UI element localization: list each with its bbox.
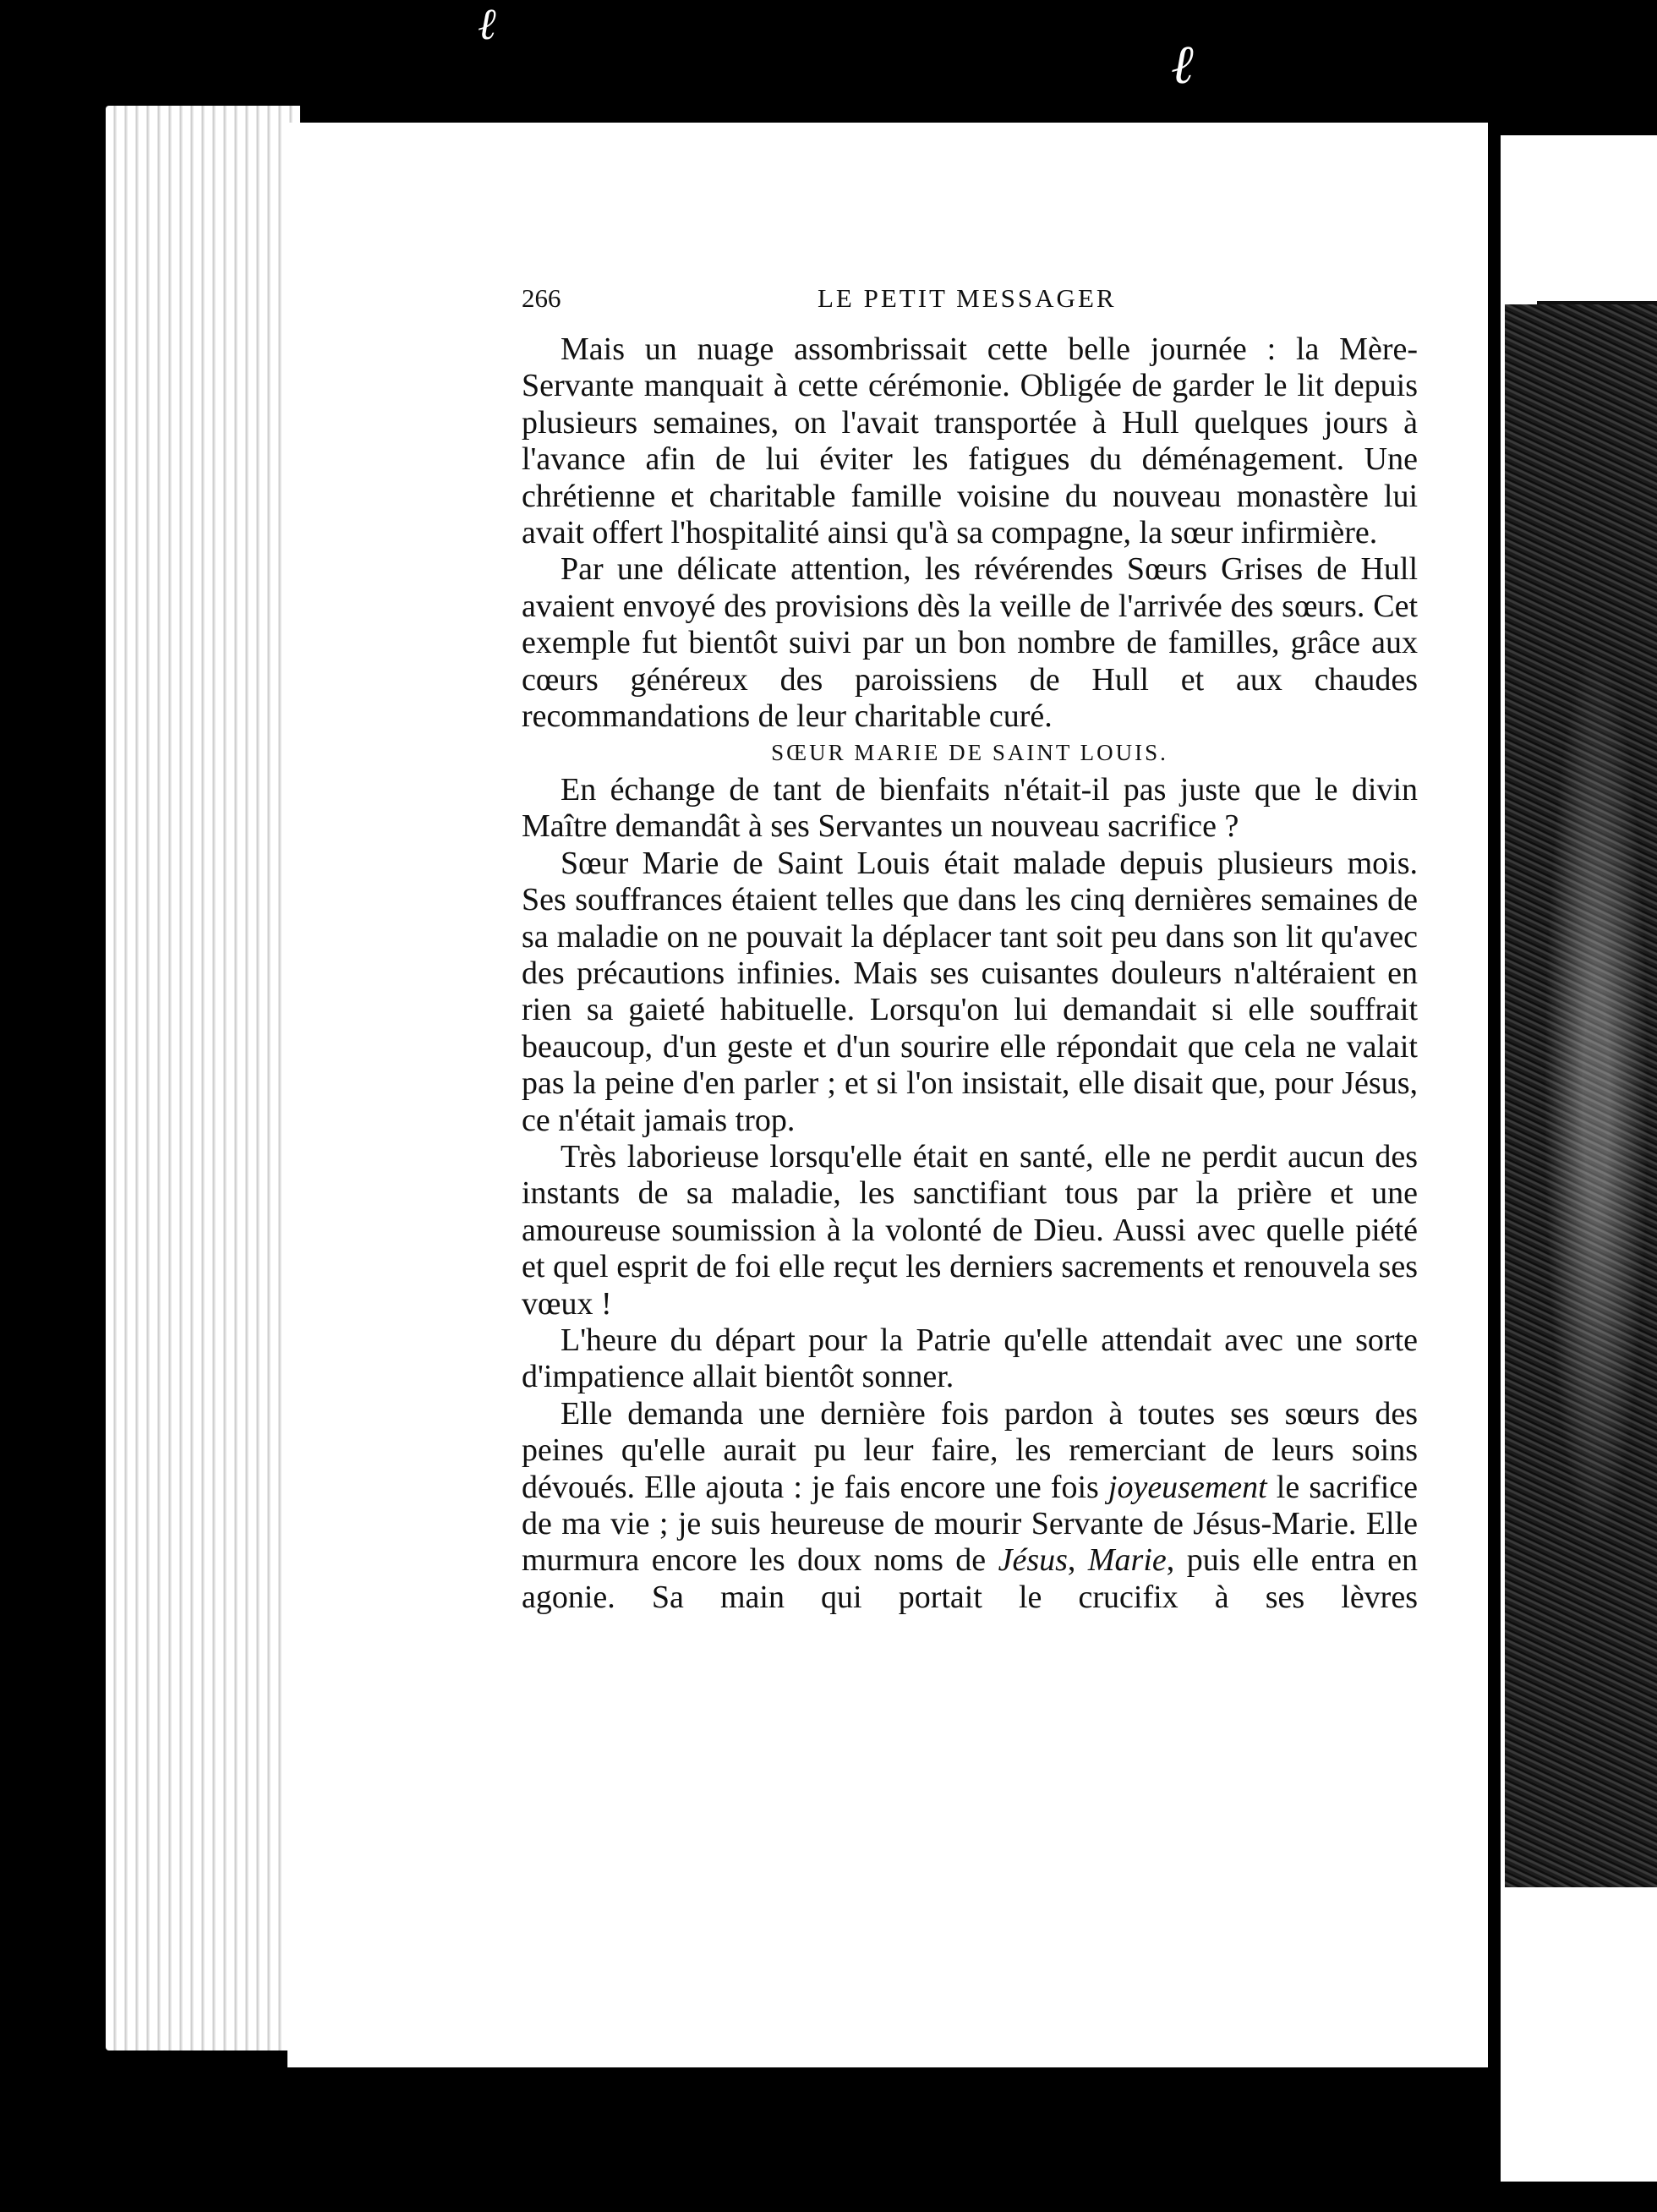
italic-text: Marie (1087, 1542, 1167, 1579)
paragraph-last (522, 1396, 1418, 1616)
paragraph: Très laborieuse lorsqu'elle était en santé, elle ne perdit aucun des instants de sa maladie, les sanctifiant tous par la prière et une amoureuse soumission à la volonté de Dieu. Aussi avec quelle piété et quel esprit de foi elle reçut les derniers sacrements et renouvela ses vœux ! (522, 1138, 1418, 1322)
running-head (522, 283, 1418, 326)
header-title: LE PETIT MESSAGER (818, 283, 1117, 313)
scan-mark-top-right: ℓ (1171, 35, 1194, 95)
text-run: , puis elle entra en agonie. Sa main qui portait le crucifix à ses lèvres (522, 1542, 1419, 1615)
paragraph: L'heure du départ pour la Patrie qu'elle attendait avec une sorte d'impatience allait bientôt sonner. (522, 1322, 1418, 1395)
text-run: Elle demanda une dernière fois pardon à toutes ses sœurs des peines qu'elle aurait pu leur faire, les remerciant de leurs soins dévoués. Elle ajouta : je fais encore une fois (522, 1395, 1418, 1505)
facing-page-photograph (1505, 304, 1657, 1887)
text-run: le sacrifice de ma vie ; je suis heureuse de mourir Servante de Jésus-Marie. Elle murmura encore les doux noms de (522, 1469, 1418, 1579)
paragraph: Par une délicate attention, les révérendes Sœurs Grises de Hull avaient envoyé des provisions dès la veille de l'arrivée des sœurs. Cet exemple fut bientôt suivi par un bon nombre de familles, grâce aux cœurs généreux des paroissiens de Hull et aux chaudes recommandations de leur charitable curé. (522, 551, 1418, 735)
scan-mark-top: ℓ (478, 1, 496, 49)
section-heading: SŒUR MARIE DE SAINT LOUIS. (771, 740, 1168, 766)
italic-text: Jésus (998, 1542, 1068, 1579)
paragraph: Mais un nuage assombrissait cette belle journée : la Mère-Servante manquait à cette cérémonie. Obligée de garder le lit depuis plusieurs semaines, on l'avait transportée à Hull quelques jours à l'avance afin de lui éviter les fatigues du déménagement. Une chrétienne et charitable famille voisine du nouveau monastère lui avait offert l'hospitalité ainsi qu'à sa compagne, la sœur infirmière. (522, 331, 1418, 551)
paragraph: En échange de tant de bienfaits n'était-il pas juste que le divin Maître demandât à ses Servantes un nouveau sacrifice ? (522, 771, 1418, 845)
body-text (522, 331, 1418, 1616)
page-edges (106, 106, 300, 2050)
italic-text: joyeusement (1107, 1469, 1267, 1505)
text-run: , (1067, 1542, 1088, 1579)
paragraph: Sœur Marie de Saint Louis était malade depuis plusieurs mois. Ses souffrances étaient telles que dans les cinq dernières semaines de sa maladie on ne pouvait la déplacer tant soit peu dans son lit qu'avec des précautions infinies. Mais ses cuisantes douleurs n'altéraient en rien sa gaieté habituelle. Lorsqu'on lui demandait si elle souffrait beaucoup, d'un geste et d'un sourire elle répondait que cela ne valait pas la peine d'en parler ; et si l'on insistait, elle disait que, pour Jésus, ce n'était jamais trop. (522, 845, 1418, 1138)
page-number: 266 (522, 283, 561, 313)
